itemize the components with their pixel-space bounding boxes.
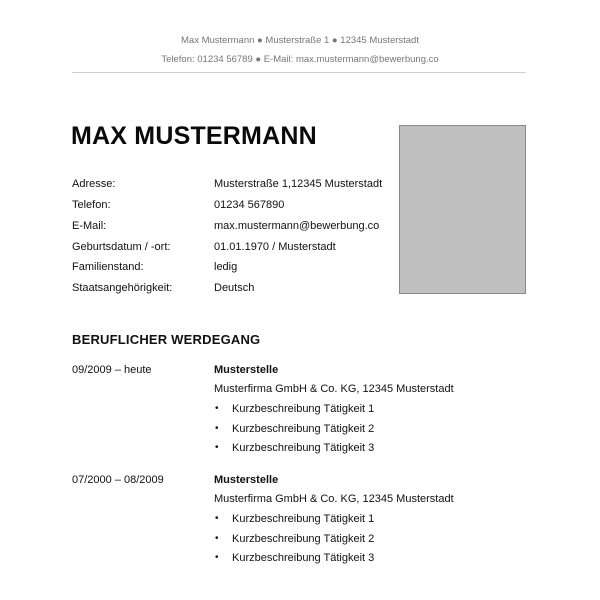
info-value: ledig bbox=[214, 261, 238, 273]
task-list bbox=[214, 401, 534, 460]
bullet-icon: • bbox=[215, 403, 219, 414]
job-period: 09/2009 – heute bbox=[72, 364, 152, 376]
section-title-career: BERUFLICHER WERDEGANG bbox=[72, 332, 261, 347]
info-label: Staatsangehörigkeit: bbox=[72, 282, 173, 294]
header-divider bbox=[72, 72, 526, 73]
bullet-icon: • bbox=[215, 513, 219, 524]
bullet-icon: • bbox=[215, 532, 219, 544]
task-item bbox=[214, 440, 534, 460]
task-text: Kurzbeschreibung Tätigkeit 3 bbox=[232, 442, 375, 454]
info-label: E-Mail: bbox=[72, 220, 107, 232]
info-value: Deutsch bbox=[214, 282, 255, 294]
header-contact-line-1: Max Mustermann ● Musterstraße 1 ● 12345 Musterstadt bbox=[181, 35, 419, 46]
info-value: max.mustermann@bewerbung.co bbox=[214, 220, 380, 232]
info-label: Telefon: bbox=[72, 199, 111, 211]
info-row-nationality bbox=[72, 280, 392, 296]
task-item bbox=[214, 401, 534, 421]
info-row-birth bbox=[72, 239, 392, 255]
task-item bbox=[214, 550, 534, 570]
candidate-name: MAX MUSTERMANN bbox=[71, 122, 317, 150]
header-contact-line-2: Telefon: 01234 56789 ● E-Mail: max.mustermann@bewerbung.co bbox=[161, 54, 439, 65]
task-list bbox=[214, 511, 534, 570]
bullet-icon: • bbox=[215, 552, 219, 563]
info-value: Musterstraße 1,12345 Musterstadt bbox=[214, 178, 383, 190]
info-row-phone bbox=[72, 197, 392, 213]
task-text: Kurzbeschreibung Tätigkeit 2 bbox=[232, 422, 375, 435]
job-company: Musterfirma GmbH & Co. KG, 12345 Musterstadt bbox=[214, 493, 454, 505]
info-row-address bbox=[72, 176, 392, 192]
job-title: Musterstelle bbox=[214, 364, 279, 376]
task-item bbox=[214, 511, 534, 531]
info-label: Adresse: bbox=[72, 178, 116, 190]
bullet-icon: • bbox=[215, 422, 219, 434]
task-item bbox=[214, 531, 534, 551]
job-period: 07/2000 – 08/2009 bbox=[72, 474, 164, 486]
task-text: Kurzbeschreibung Tätigkeit 3 bbox=[232, 552, 375, 564]
job-title: Musterstelle bbox=[214, 474, 279, 486]
info-value: 01234 567890 bbox=[214, 199, 285, 211]
photo-placeholder bbox=[399, 125, 526, 294]
info-label: Familienstand: bbox=[72, 261, 144, 273]
bullet-icon: • bbox=[215, 442, 219, 453]
info-row-marital-status bbox=[72, 259, 392, 275]
task-text: Kurzbeschreibung Tätigkeit 1 bbox=[232, 403, 375, 415]
info-label: Geburtsdatum / -ort: bbox=[72, 241, 171, 253]
job-company: Musterfirma GmbH & Co. KG, 12345 Musterstadt bbox=[214, 383, 454, 395]
info-row-email bbox=[72, 218, 392, 234]
task-item bbox=[214, 421, 534, 441]
task-text: Kurzbeschreibung Tätigkeit 2 bbox=[232, 532, 375, 545]
info-value: 01.01.1970 / Musterstadt bbox=[214, 241, 336, 253]
task-text: Kurzbeschreibung Tätigkeit 1 bbox=[232, 513, 375, 525]
